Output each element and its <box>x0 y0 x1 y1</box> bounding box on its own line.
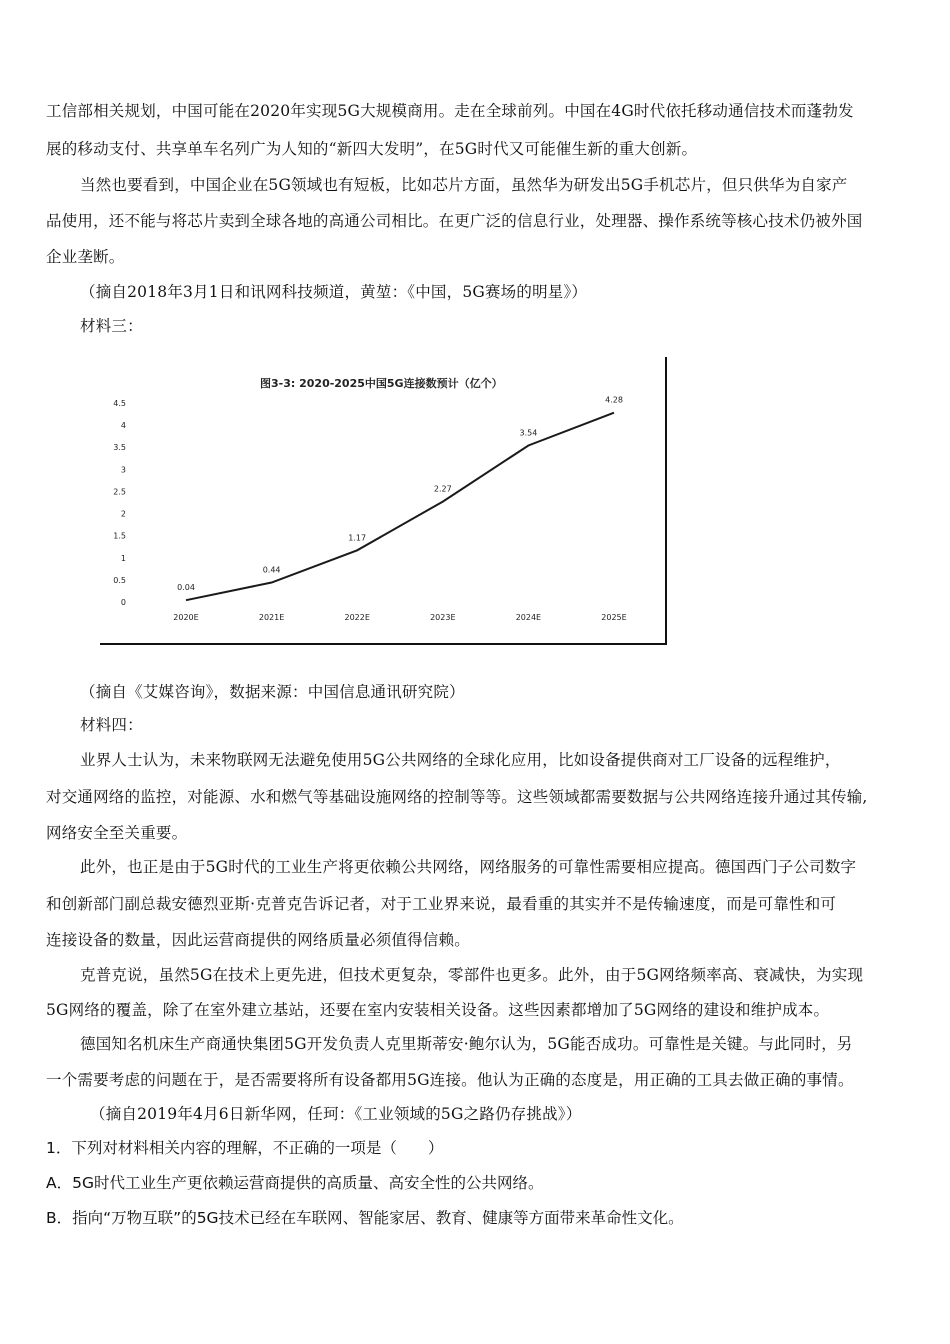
chart-title: 图3-3: 2020-2025中国5G连接数预计（亿个） <box>260 377 503 390</box>
x-axis-ticks <box>173 613 626 622</box>
p1-line-1: 工信部相关规划，中国可能在2020年实现5G大规模商用。走在全球前列。中国在4G时代依托移动通信技术而蓬勃发 <box>46 102 854 120</box>
x-tick-label: 2025E <box>601 613 627 622</box>
material-4-heading: 材料四： <box>80 716 143 734</box>
p6-line-1: 德国知名机床生产商通快集团5G开发负责人克里斯蒂安·鲍尔认为，5G能否成功。可靠性是关键。与此同时，另 <box>80 1035 853 1053</box>
y-tick-label: 2 <box>120 509 126 519</box>
x-tick-label: 2020E <box>173 613 199 622</box>
p3-line-3: 网络安全至关重要。 <box>46 824 188 842</box>
p2-line-3: 企业垄断。 <box>46 248 125 266</box>
question-1: 1．下列对材料相关内容的理解，不正确的一项是（ ） <box>46 1139 444 1157</box>
y-tick-label: 1.5 <box>113 531 126 541</box>
y-tick-label: 3.5 <box>113 443 126 453</box>
p4-line-2: 和创新部门副总裁安德烈亚斯·克普克告诉记者，对于工业界来说，最看重的其实并不是传输速度，而是可靠性和可 <box>46 895 837 913</box>
p2-line-1: 当然也要看到，中国企业在5G领域也有短板，比如芯片方面，虽然华为研发出5G手机芯片，但只供华为自家产 <box>80 176 848 194</box>
x-tick-label: 2024E <box>515 613 542 622</box>
y-tick-label: 0 <box>120 598 126 607</box>
p3-line-2: 对交通网络的监控，对能源、水和燃气等基础设施网络的控制等等。这些领域都需要数据与公共网络连接升通过其传输, <box>46 788 868 806</box>
y-tick-label: 4.5 <box>113 399 126 408</box>
data-labels <box>177 396 623 593</box>
option-a[interactable]: A．5G时代工业生产更依赖运营商提供的高质量、高安全性的公共网络。 <box>46 1174 544 1192</box>
p3-line-1: 业界人士认为，未来物联网无法避免使用5G公共网络的全球化应用，比如设备提供商对工厂设备的远程维护， <box>80 751 841 769</box>
material-3-heading: 材料三： <box>80 317 143 335</box>
data-label: 0.04 <box>177 583 195 593</box>
data-label: 0.44 <box>262 565 281 575</box>
p5-line-2: 5G网络的覆盖，除了在室外建立基站，还要在室内安装相关设备。这些因素都增加了5G网络的建设和维护成本。 <box>46 1001 830 1019</box>
p6-line-2: 一个需要考虑的问题在于，是否需要将所有设备都用5G连接。他认为正确的态度是，用正确的工具去做正确的事情。 <box>46 1071 854 1089</box>
p4-line-1: 此外，也正是由于5G时代的工业生产将更依赖公共网络，网络服务的可靠性需要相应提高。德国西门子公司数字 <box>80 858 857 876</box>
source-3: （摘自2019年4月6日新华网，任珂：《工业领域的5G之路仍存挑战》） <box>90 1105 582 1123</box>
y-axis-ticks <box>113 399 126 607</box>
p5-line-1: 克普克说，虽然5G在技术上更先进，但技术更复杂，零部件也更多。此外，由于5G网络频率高、衰减快，为实现 <box>80 966 864 984</box>
y-tick-label: 0.5 <box>113 575 126 585</box>
data-label: 2.27 <box>433 484 452 494</box>
y-tick-label: 4 <box>120 421 126 431</box>
y-tick-label: 2.5 <box>113 487 126 497</box>
line-chart <box>100 357 670 649</box>
x-tick-label: 2023E <box>430 613 456 622</box>
data-label: 1.17 <box>348 533 367 543</box>
p4-line-3: 连接设备的数量，因此运营商提供的网络质量必须值得信赖。 <box>46 931 470 949</box>
source-1: （摘自2018年3月1日和讯网科技频道，黄堃：《中国，5G赛场的明星》） <box>80 283 588 301</box>
x-tick-label: 2022E <box>344 613 370 622</box>
y-tick-label: 1 <box>120 553 126 563</box>
p2-line-2: 品使用，还不能与将芯片卖到全球各地的高通公司相比。在更广泛的信息行业，处理器、操作系统等核心技术仍被外国 <box>46 212 863 230</box>
option-b[interactable]: B．指向“万物互联”的5G技术已经在车联网、智能家居、教育、健康等方面带来革命性文化。 <box>46 1209 684 1227</box>
x-tick-label: 2021E <box>258 613 285 622</box>
y-tick-label: 3 <box>120 465 126 475</box>
series-line <box>186 413 614 601</box>
source-2: （摘自《艾媒咨询》，数据来源：中国信息通讯研究院） <box>80 683 465 701</box>
data-label: 3.54 <box>519 428 538 438</box>
data-label: 4.28 <box>605 395 623 405</box>
p1-line-2: 展的移动支付、共享单车名列广为人知的“新四大发明”，在5G时代又可能催生新的重大创新。 <box>46 140 698 158</box>
